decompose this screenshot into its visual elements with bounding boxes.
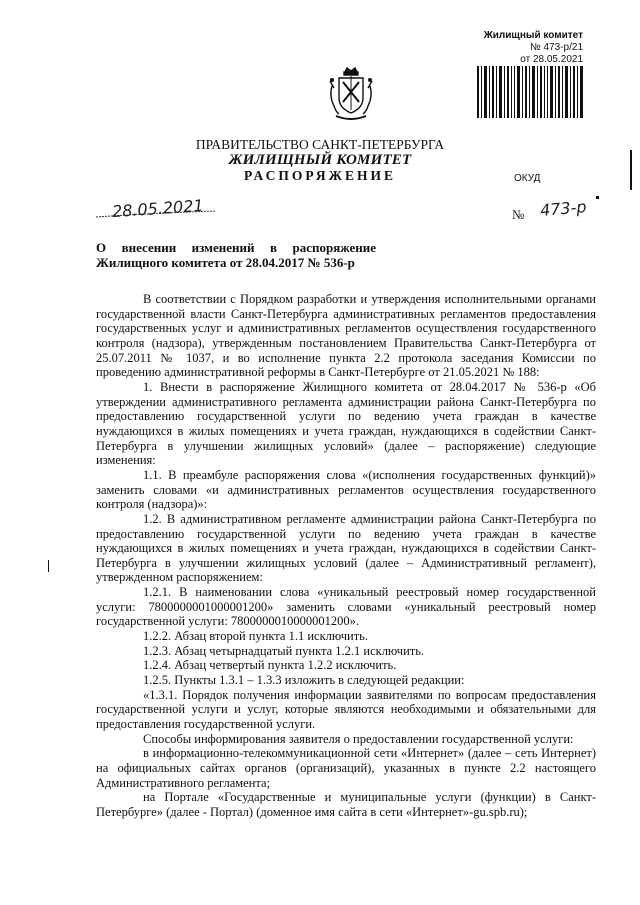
document-subject: [96, 240, 376, 270]
paragraph-quote-1-3-1: «1.3.1. Порядок получения информации заявителями по вопросам предоставления государственной услуги и услуг, которые являются необходимыми и обязательными для предоставления государственной услуги.: [96, 687, 596, 732]
number-label: №: [512, 207, 525, 222]
barcode-icon: [477, 66, 585, 118]
subject-word: распоряжение: [292, 240, 376, 255]
document-body: [96, 292, 596, 820]
committee-title: ЖИЛИЩНЫЙ КОМИТЕТ: [228, 152, 412, 168]
subject-word: в: [269, 240, 278, 255]
subject-word: изменений: [191, 240, 255, 255]
scan-artifact: [596, 196, 599, 199]
subject-word: внесении: [121, 240, 177, 255]
paragraph-item-1-2-3: 1.2.3. Абзац четырнадцатый пункта 1.2.1 исключить.: [143, 643, 425, 658]
paragraph-item-1-2-5: 1.2.5. Пункты 1.3.1 – 1.3.3 изложить в следующей редакции:: [143, 673, 465, 688]
registration-stamp: [468, 30, 583, 66]
paragraph-info-methods: Способы информирования заявителя о предоставлении государственной услуги:: [143, 731, 574, 746]
paragraph-preamble: В соответствии с Порядком разработки и утверждения исполнительными органами государственной власти Санкт-Петербурга административных регламентов предоставления государственных услуг и административных регламентов осуществления государственного контроля (надзора), утвержденным постановлением Правительства Санкт-Петербурга от 25.07.2011 № 1037, и во исполнение пункта 2.2 протокола заседания Комиссии по проведению административной реформы в Санкт-Петербурге от 21.05.2021 № 188:: [96, 292, 596, 380]
stamp-title: Жилищный комитет: [483, 30, 583, 41]
stamp-date: от 28.05.2021: [520, 54, 583, 65]
coat-of-arms-icon: [326, 66, 376, 124]
document-type: РАСПОРЯЖЕНИЕ: [243, 168, 397, 183]
paragraph-item-1-2-4: 1.2.4. Абзац четвертый пункта 1.2.2 исключить.: [143, 658, 397, 673]
government-title: ПРАВИТЕЛЬСТВО САНКТ-ПЕТЕРБУРГА: [195, 137, 445, 152]
paragraph-internet: в информационно-телекоммуникационной сети «Интернет» (далее – сеть Интернет) на официальных сайтах органов (организаций), указанных в пункте 2.2 настоящего Административного регламента;: [96, 746, 596, 790]
handwritten-number: 473-р: [539, 197, 588, 220]
stamp-number: № 473-р/21: [530, 42, 583, 53]
subject-word: О: [96, 240, 107, 255]
subject-line-2: Жилищного комитета от 28.04.2017 № 536-р: [96, 255, 355, 270]
scan-artifact: [48, 560, 49, 572]
subject-line-1: [96, 240, 376, 255]
paragraph-item-1-2-2: 1.2.2. Абзац второй пункта 1.1 исключить.: [143, 629, 369, 644]
paragraph-item-1-2: 1.2. В административном регламенте администрации района Санкт-Петербурга по предоставлению государственной услуги по ведению учета граждан в качестве нуждающихся в жилых помещениях и учета граждан, нуждающихся в содействии Санкт-Петербурга в улучшении жилищных условий (далее – Административный регламент), утвержденном распоряжением:: [96, 511, 596, 585]
scan-artifact: [630, 150, 632, 190]
paragraph-item-1-2-1: 1.2.1. В наименовании слова «уникальный реестровый номер государственной услуги: 7800000001000001200» заменить словами «уникальный реестровый номер государственной услуги: 7800000010000001200».: [96, 585, 596, 629]
paragraph-portal: на Портале «Государственные и муниципальные услуги (функции) в Санкт-Петербурге» (далее - Портал) (доменное имя сайта в сети «Интернет»-gu.spb.ru);: [96, 790, 596, 819]
handwritten-date: 28.05.2021: [111, 195, 205, 222]
okud-label: ОКУД: [514, 173, 541, 184]
paragraph-item-1: 1. Внести в распоряжение Жилищного комитета от 28.04.2017 № 536-р «Об утверждении административного регламента администрации района Санкт-Петербурга по предоставлению государственной услуги по ведению учета граждан в качестве нуждающихся в жилых помещениях и учета граждан, нуждающихся в содействии Санкт-Петербурга в улучшении жилищных условий» (далее – распоряжение) следующие изменения:: [96, 379, 596, 468]
paragraph-item-1-1: 1.1. В преамбуле распоряжения слова «(исполнения государственных функций)» заменить словами «и административных регламентов осуществления государственного контроля (надзора)»:: [96, 467, 596, 512]
